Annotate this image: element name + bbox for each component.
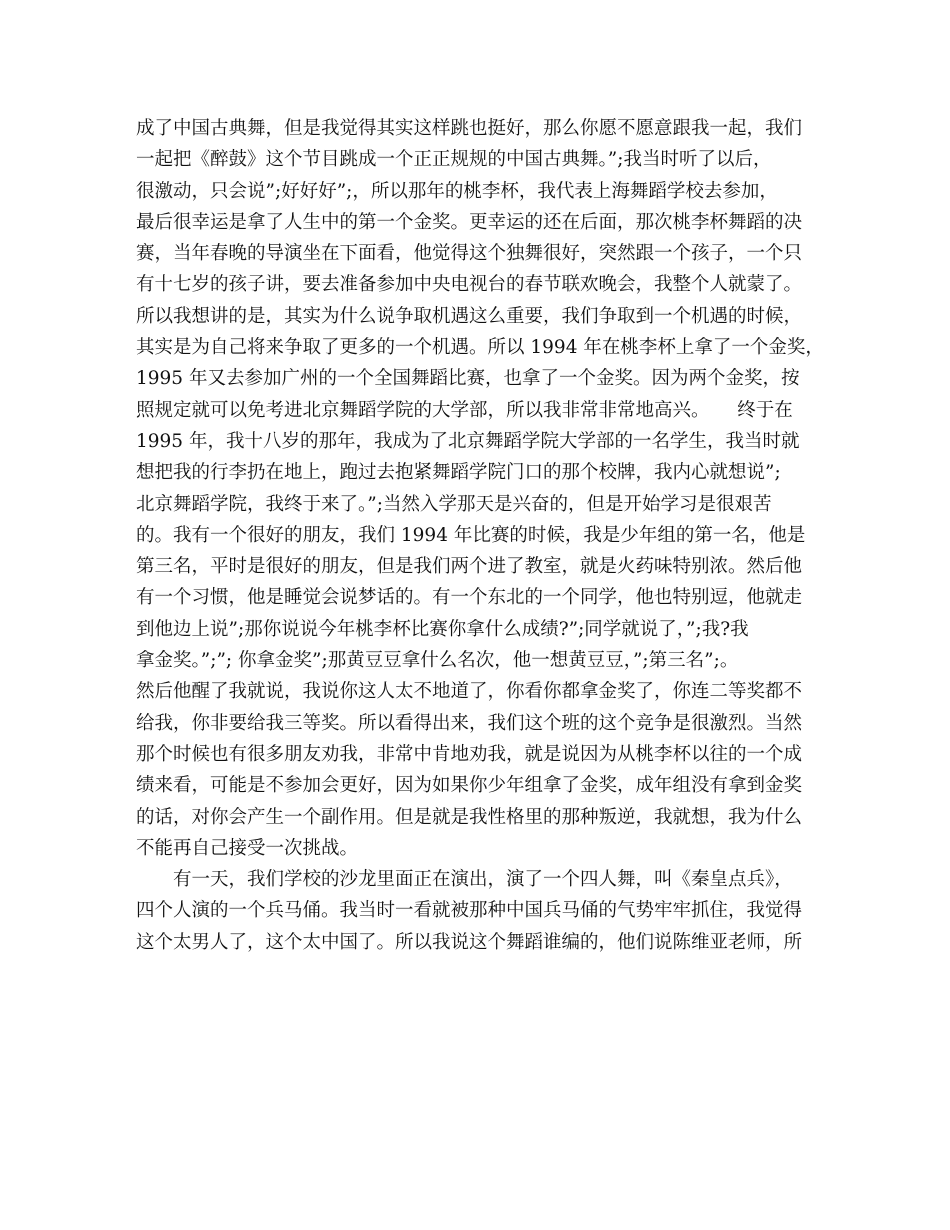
text-line: 四个人演的一个兵马俑。我当时一看就被那种中国兵马俑的气势牢牢抓住，我觉得 (136, 900, 803, 922)
text-line: 绩来看，可能是不参加会更好，因为如果你少年组拿了金奖，成年组没有拿到金奖 (136, 775, 803, 797)
text-line: 想把我的行李扔在地上，跑过去抱紧舞蹈学院门口的那个校牌，我内心就想说”; (136, 462, 781, 484)
text-line: 1995 年，我十八岁的那年，我成为了北京舞蹈学院大学部的一名学生，我当时就 (136, 430, 800, 452)
text-line: 其实是为自己将来争取了更多的一个机遇。所以 1994 年在桃李杯上拿了一个金奖， (136, 337, 824, 359)
text-line: 给我，你非要给我三等奖。所以看得出来，我们这个班的这个竞争是很激烈。当然 (136, 712, 803, 734)
text-line: 不能再自己接受一次挑战。 (136, 837, 359, 859)
text-line: 到他边上说”;那你说说今年桃李杯比赛你拿什么成绩?”;同学就说了，”;我?我 (136, 618, 749, 640)
text-line: 1995 年又去参加广州的一个全国舞蹈比赛，也拿了一个金奖。因为两个金奖，按 (136, 368, 800, 390)
text-line: 有一个习惯，他是睡觉会说梦话的。有一个东北的一个同学，他也特别逗，他就走 (136, 587, 803, 609)
text-line: 拿金奖。”;”; 你拿金奖”;那黄豆豆拿什么名次，他一想黄豆豆，”;第三名”;。 (136, 650, 739, 672)
text-line: 的话，对你会产生一个副作用。但是就是我性格里的那种叛逆，我就想，我为什么 (136, 806, 803, 828)
text-line: 然后他醒了我就说，我说你这人太不地道了，你看你都拿金奖了，你连二等奖都不 (136, 681, 803, 703)
document-body (136, 113, 836, 958)
text-line: 赛，当年春晚的导演坐在下面看，他觉得这个独舞很好，突然跟一个孩子，一个只 (136, 243, 803, 265)
text-line: 最后很幸运是拿了人生中的第一个金奖。更幸运的还在后面，那次桃李杯舞蹈的决 (136, 211, 803, 233)
text-line: 一起把《醉鼓》这个节目跳成一个正正规规的中国古典舞。”;我当时听了以后， (136, 149, 772, 171)
text-line: 所以我想讲的是，其实为什么说争取机遇这么重要，我们争取到一个机遇的时候， (136, 305, 803, 327)
text-line: 那个时候也有很多朋友劝我，非常中肯地劝我，就是说因为从桃李杯以往的一个成 (136, 743, 803, 765)
text-line: 有一天，我们学校的沙龙里面正在演出，演了一个四人舞，叫《秦皇点兵》， (136, 869, 793, 891)
text-line: 第三名，平时是很好的朋友，但是我们两个进了教室，就是火药味特别浓。然后他 (136, 556, 803, 578)
text-line: 很激动，只会说”;好好好”;，所以那年的桃李杯，我代表上海舞蹈学校去参加， (136, 180, 778, 202)
text-line: 照规定就可以免考进北京舞蹈学院的大学部，所以我非常非常地高兴。 终于在 (136, 399, 793, 421)
text-line: 这个太男人了，这个太中国了。所以我说这个舞蹈谁编的，他们说陈维亚老师，所 (136, 931, 803, 953)
text-line: 成了中国古典舞，但是我觉得其实这样跳也挺好，那么你愿不愿意跟我一起，我们 (136, 118, 803, 139)
text-line: 北京舞蹈学院，我终于来了。”;当然入学那天是兴奋的，但是开始学习是很艰苦 (136, 493, 772, 515)
text-line: 的。我有一个很好的朋友，我们 1994 年比赛的时候，我是少年组的第一名，他是 (136, 524, 806, 546)
text-line: 有十七岁的孩子讲，要去准备参加中央电视台的春节联欢晚会，我整个人就蒙了。 (136, 274, 803, 296)
